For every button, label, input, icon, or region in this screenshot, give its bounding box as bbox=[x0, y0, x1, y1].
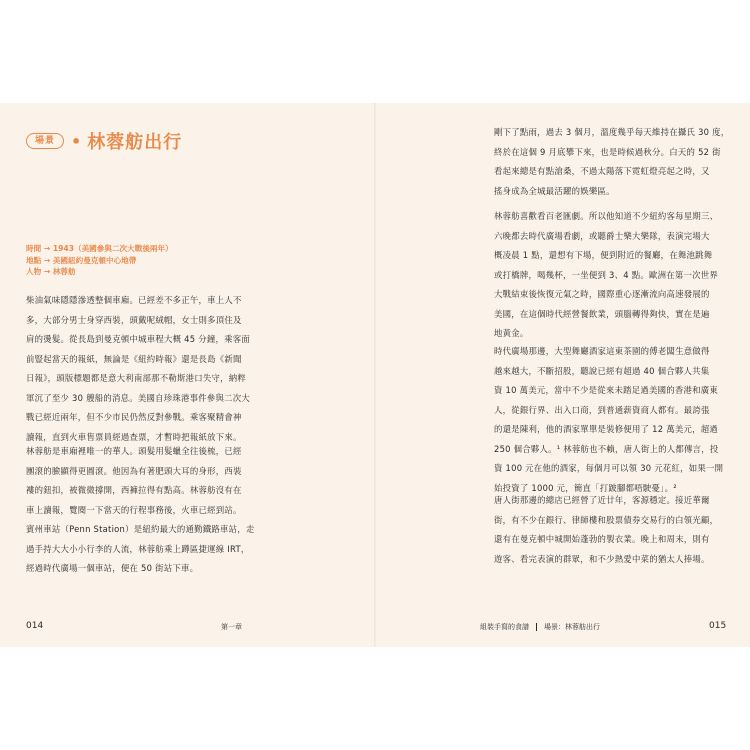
text-line: 過手持大大小小行李的人流，林蓉舫乘上蹲區捷運線 IRT， bbox=[26, 543, 250, 554]
bullet-dot-icon: • bbox=[71, 131, 82, 151]
running-head-section: 場景：林蓉舫出行 bbox=[544, 623, 600, 631]
text-line: 多，大部分男士身穿西裝，頭戴呢絨帽，女士則多頂住及 bbox=[26, 314, 242, 325]
text-line: 搖身成為全城最活躍的娛樂區。 bbox=[494, 185, 615, 196]
running-head-book: 組裝手寫的食譜 bbox=[480, 623, 529, 631]
text-line: 林蓉舫喜歡看百老匯劇。所以他知道不少紐約客每星期三、 bbox=[494, 211, 719, 221]
text-line: 的還是陳利，他的酒家單單是裝修便用了 12 萬美元，超過 bbox=[494, 424, 718, 434]
text-line: 團滾的臉顯得更圓滾。他因為有著肥頭大耳的身形，西裝 bbox=[26, 465, 242, 476]
body-paragraph bbox=[26, 442, 254, 579]
scene-title: 林蓉舫出行 bbox=[87, 132, 183, 153]
meta-time: 時間 → 1943（美國參與二次大戰後兩年） bbox=[26, 244, 173, 253]
text-line: 人，從銀行界、出入口商，到普通薪資商人都有。最誇張 bbox=[494, 404, 710, 415]
text-line: 肩的燙髮。從長島到曼克頓中城車程大概 45 分鐘，乘客面 bbox=[26, 334, 250, 344]
body-paragraph bbox=[26, 291, 250, 447]
text-line: 終於在這個 9 月底攀下來，也是時候過秋分。白天的 52 街 bbox=[494, 146, 721, 157]
text-line: 日報》，頭版標題都是意大利南部那不勒斯港口失守，納粹 bbox=[26, 373, 247, 383]
text-line: 大戰結束後恢復元氣之時，國際重心逐漸流向高速發展的 bbox=[494, 289, 710, 299]
text-line: 賓州車站（Penn Station）是紐約最大的通勤鐵路車站，走 bbox=[26, 524, 255, 534]
text-line: 剛下了點雨，過去 3 個月，溫度幾乎每天維持在攝氏 30 度， bbox=[494, 127, 730, 137]
text-line: 經過時代廣場一個車站，便在 50 街站下車。 bbox=[26, 563, 199, 573]
running-head-divider bbox=[536, 623, 537, 631]
text-line: 看起來總是有點滄桑，不過太陽落下霓虹燈亮起之時，又 bbox=[494, 166, 710, 176]
text-line: 美國，在這個時代經營餐飲業，頭腦轉得夠快，實在是遍 bbox=[494, 308, 710, 319]
body-paragraph bbox=[494, 123, 729, 201]
text-line: 前豎起當天的報紙，無論是《紐約時報》還是長島《新聞 bbox=[26, 353, 242, 364]
body-paragraph bbox=[494, 491, 718, 569]
text-line: 概凌晨 1 點，還想有下場，便到附近的餐廳，在舞池跳舞 bbox=[494, 250, 713, 260]
scene-meta bbox=[26, 243, 173, 278]
body-paragraph bbox=[494, 342, 723, 498]
text-line: 戰已經近兩年，但不少市民仍然反對參戰。乘客聚精會神 bbox=[26, 412, 242, 422]
page-number: 015 bbox=[709, 621, 727, 631]
left-page bbox=[0, 103, 374, 647]
text-line: 還有在曼克頓中城開始蓬勃的製衣業。晚上和周末，則有 bbox=[494, 534, 710, 544]
text-line: 時代廣場那邊，大型舞廳酒家這東茶園的傅老闆生意做得 bbox=[494, 346, 710, 356]
text-line: 林蓉舫是車廂裡唯一的華人。頭髮用髮蠟全往後梳，已經 bbox=[26, 446, 242, 456]
text-line: 遊客、看完表演的群眾，和不少熱愛中菜的猶太人捧場。 bbox=[494, 553, 710, 564]
meta-place: 地點 → 美國紐約曼克頓中心地帶 bbox=[26, 255, 137, 265]
scene-heading bbox=[26, 129, 182, 153]
scene-tag: 場景 bbox=[26, 133, 64, 149]
text-line: 資 100 元在他的酒家，每個月可以領 30 元花紅，如果一開 bbox=[494, 463, 724, 473]
book-spread bbox=[0, 103, 750, 647]
text-line: 褸的鈕扣，被微微撐開，西褲拉得有點高。林蓉舫沒有在 bbox=[26, 485, 242, 495]
text-line: 始投資了 1000 元，簡直「打跛腳都唔駛憂」。² bbox=[494, 482, 677, 493]
text-line: 街，有不少在銀行、律師樓和股票債券交易行的白領光顧， bbox=[494, 514, 719, 525]
text-line: 軍沉了至少 30 艘船的消息。美國自珍珠港事件參與二次大 bbox=[26, 392, 250, 403]
text-line: 資 10 萬美元，當中不少是從來未踏足過美國的香港和廣東 bbox=[494, 385, 718, 395]
running-head bbox=[480, 622, 600, 632]
text-line: 唐人街那邊的總店已經營了近廿年，客源穩定。接近華爾 bbox=[494, 495, 710, 505]
body-paragraph bbox=[494, 207, 718, 344]
text-line: 柴油氣味隱隱滲透整個車廂。已經差不多正午，車上人不 bbox=[26, 295, 242, 305]
text-line: 250 個合夥人。¹ 林蓉舫也不賴，唐人街上的人都傳言，投 bbox=[494, 443, 719, 454]
text-line: 地黃金。 bbox=[494, 328, 529, 338]
text-line: 越來越大，不斷招股，聽說已經有超過 40 個合夥人共集 bbox=[494, 365, 710, 376]
meta-person: 人物 → 林蓉舫 bbox=[26, 267, 76, 276]
chapter-label: 第一章 bbox=[221, 623, 242, 631]
text-line: 或打橋牌，喝幾杯，一坐便到 3、4 點。歐洲在第一次世界 bbox=[494, 269, 718, 280]
text-line: 讀報，直到火車售票員經過查票，才暫時把報紙放下來。 bbox=[26, 431, 242, 442]
text-line: 車上讀報，覽閱一下當天的行程事務後，火車已經到站。 bbox=[26, 504, 242, 515]
right-page bbox=[376, 103, 750, 647]
text-line: 六晚都去時代廣場看劇，或聽爵士樂大樂隊，表演完場大 bbox=[494, 230, 710, 241]
page-number: 014 bbox=[26, 621, 44, 631]
